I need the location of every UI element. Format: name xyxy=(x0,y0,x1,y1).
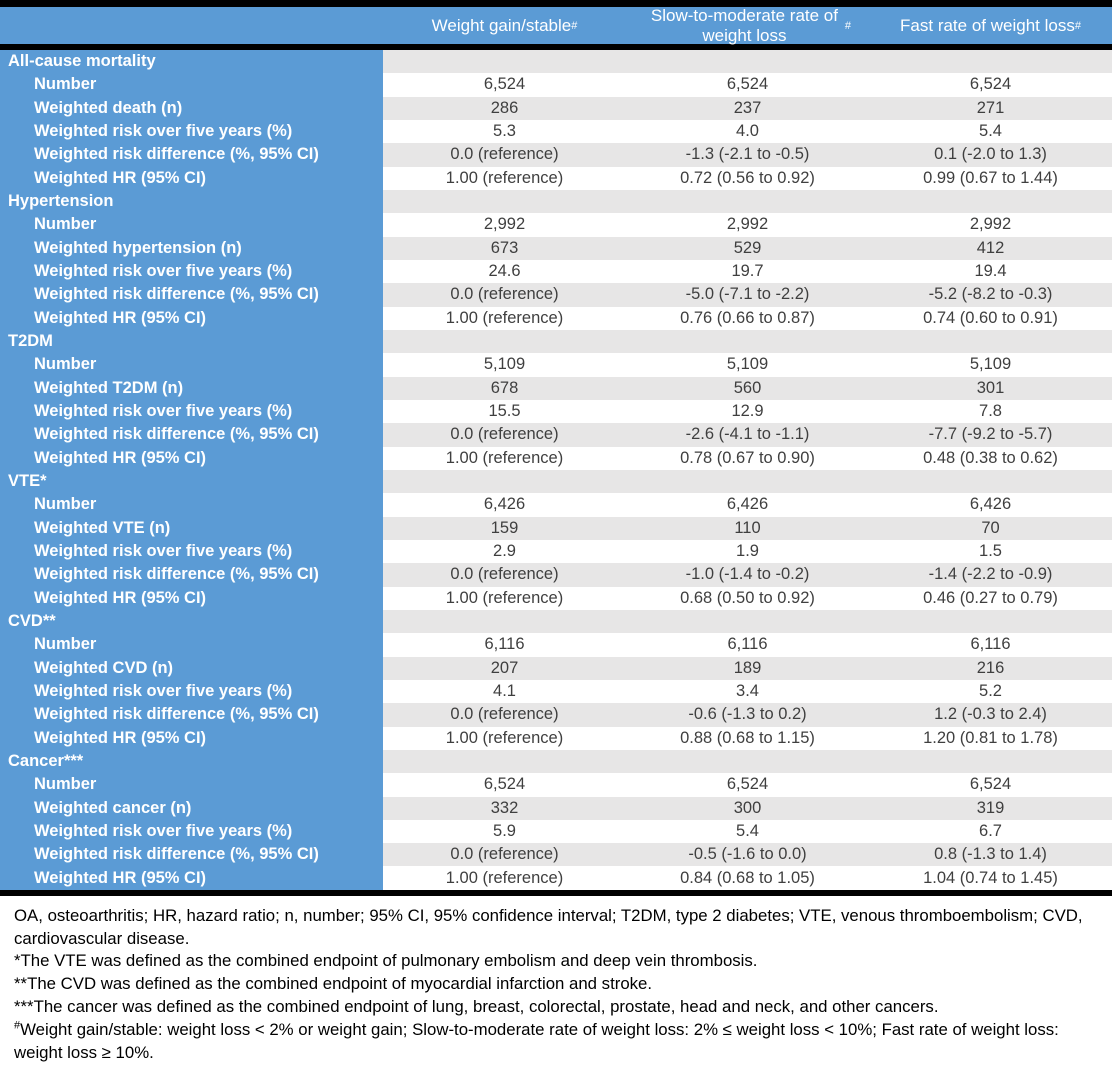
data-row xyxy=(0,563,1112,586)
cell-value: 529 xyxy=(733,238,762,257)
row-values-area xyxy=(383,400,1112,423)
data-row xyxy=(0,377,1112,400)
footnote-text: The cancer was defined as the combined endpoint of lung, breast, colorectal, prostate, head and neck, and other cancers. xyxy=(33,997,939,1016)
cell-value: 2.9 xyxy=(493,542,516,561)
cell-value: 19.7 xyxy=(731,262,764,281)
section-title: Hypertension xyxy=(0,190,383,213)
row-values-area xyxy=(383,377,1112,400)
cell-value: 1.20 (0.81 to 1.78) xyxy=(923,728,1058,747)
empty-cell xyxy=(383,50,626,73)
cell-value: 0.0 (reference) xyxy=(450,705,559,724)
row-label: Weighted risk difference (%, 95% CI) xyxy=(0,423,383,446)
cell-value: 0.0 (reference) xyxy=(450,145,559,164)
empty-cell xyxy=(626,610,869,633)
row-label: Weighted risk over five years (%) xyxy=(0,120,383,143)
cell-value: 5,109 xyxy=(969,355,1012,374)
cell-value: 2,992 xyxy=(726,215,769,234)
row-label: Weighted hypertension (n) xyxy=(0,237,383,260)
cell-value: -1.4 (-2.2 to -0.9) xyxy=(928,565,1053,584)
row-label: Number xyxy=(0,353,383,376)
footnote-line xyxy=(14,996,1098,1019)
empty-cell xyxy=(626,750,869,773)
row-values-area xyxy=(383,657,1112,680)
cell-value: -7.7 (-9.2 to -5.7) xyxy=(928,425,1053,444)
cell-value: 0.0 (reference) xyxy=(450,285,559,304)
cell-value: 6,116 xyxy=(484,635,525,654)
empty-cell xyxy=(869,330,1112,353)
row-values-area xyxy=(383,797,1112,820)
empty-cell xyxy=(869,50,1112,73)
cell-value: 4.1 xyxy=(493,682,516,701)
footnote-marker: * xyxy=(14,951,21,971)
row-label: Weighted HR (95% CI) xyxy=(0,727,383,750)
data-row xyxy=(0,540,1112,563)
cell-value: 6,524 xyxy=(483,775,526,794)
empty-cell xyxy=(626,50,869,73)
column-header: Fast rate of weight loss # xyxy=(900,15,1081,35)
section-row xyxy=(0,50,1112,73)
cell-value: 673 xyxy=(490,238,519,257)
data-row xyxy=(0,97,1112,120)
table-header-row xyxy=(0,7,1112,50)
cell-value: 5.4 xyxy=(979,122,1002,141)
cell-value: 1.5 xyxy=(979,542,1002,561)
section-title: VTE* xyxy=(0,470,383,493)
row-values-area xyxy=(383,97,1112,120)
data-row xyxy=(0,773,1112,796)
row-values-area xyxy=(383,773,1112,796)
cell-value: 216 xyxy=(976,658,1005,677)
cell-value: 560 xyxy=(733,378,762,397)
section-values-area xyxy=(383,330,1112,353)
cell-value: 1.00 (reference) xyxy=(445,308,564,327)
footnote-line xyxy=(14,905,1098,951)
row-label: Number xyxy=(0,493,383,516)
cell-value: -5.2 (-8.2 to -0.3) xyxy=(928,285,1053,304)
row-label: Weighted HR (95% CI) xyxy=(0,447,383,470)
cell-value: 6,426 xyxy=(483,495,526,514)
cell-value: 2,992 xyxy=(483,215,526,234)
footnote-text: The CVD was defined as the combined endpoint of myocardial infarction and stroke. xyxy=(27,974,653,994)
data-row xyxy=(0,73,1112,96)
cell-value: 5.4 xyxy=(736,821,759,840)
cell-value: 0.0 (reference) xyxy=(450,425,559,444)
table-body xyxy=(0,50,1112,890)
data-row xyxy=(0,447,1112,470)
footnote-marker: # xyxy=(14,1019,21,1032)
cell-value: -0.6 (-1.3 to 0.2) xyxy=(688,705,807,724)
cell-value: 1.00 (reference) xyxy=(445,868,564,887)
cell-value: 332 xyxy=(490,798,519,817)
row-label: Number xyxy=(0,73,383,96)
empty-cell xyxy=(869,610,1112,633)
cell-value: 5,109 xyxy=(726,355,769,374)
row-label: Weighted risk over five years (%) xyxy=(0,400,383,423)
empty-cell xyxy=(869,470,1112,493)
column-header: Slow-to-moderate rate of weight loss # xyxy=(626,7,869,44)
cell-value: -2.6 (-4.1 to -1.1) xyxy=(685,425,810,444)
row-label: Number xyxy=(0,773,383,796)
footnote-marker: *** xyxy=(14,997,34,1016)
cell-value: 1.00 (reference) xyxy=(445,728,564,747)
cell-value: 2,992 xyxy=(969,215,1012,234)
cell-value: 0.48 (0.38 to 0.62) xyxy=(923,448,1058,467)
row-label: Weighted risk over five years (%) xyxy=(0,540,383,563)
empty-cell xyxy=(626,190,869,213)
section-values-area xyxy=(383,50,1112,73)
row-label: Weighted risk over five years (%) xyxy=(0,820,383,843)
cell-value: 5,109 xyxy=(483,355,526,374)
cell-value: 6,524 xyxy=(969,775,1012,794)
cell-value: 7.8 xyxy=(979,402,1002,421)
data-row xyxy=(0,866,1112,889)
data-row xyxy=(0,843,1112,866)
row-label: Weighted risk difference (%, 95% CI) xyxy=(0,283,383,306)
section-title: T2DM xyxy=(0,330,383,353)
cell-value: 6,524 xyxy=(969,75,1012,94)
row-values-area xyxy=(383,493,1112,516)
row-label: Weighted HR (95% CI) xyxy=(0,307,383,330)
footnote-line xyxy=(14,973,1098,996)
empty-cell xyxy=(383,470,626,493)
section-values-area xyxy=(383,750,1112,773)
cell-value: 6,426 xyxy=(969,495,1012,514)
section-row xyxy=(0,470,1112,493)
cell-value: -0.5 (-1.6 to 0.0) xyxy=(688,845,807,864)
cell-value: 24.6 xyxy=(488,262,521,281)
footnote-text: The VTE was defined as the combined endpoint of pulmonary embolism and deep vein thrombosis. xyxy=(20,951,758,971)
row-label: Weighted VTE (n) xyxy=(0,517,383,540)
cell-value: 301 xyxy=(976,378,1005,397)
cell-value: 6,116 xyxy=(727,635,768,654)
section-title: All-cause mortality xyxy=(0,50,383,73)
row-values-area xyxy=(383,680,1112,703)
cell-value: 1.04 (0.74 to 1.45) xyxy=(923,868,1058,887)
cell-value: 0.84 (0.68 to 1.05) xyxy=(680,868,815,887)
cell-value: -1.3 (-2.1 to -0.5) xyxy=(685,145,810,164)
cell-value: 1.00 (reference) xyxy=(445,168,564,187)
row-values-area xyxy=(383,517,1112,540)
row-label: Weighted risk difference (%, 95% CI) xyxy=(0,703,383,726)
data-row xyxy=(0,633,1112,656)
row-label: Number xyxy=(0,633,383,656)
row-label: Weighted HR (95% CI) xyxy=(0,866,383,889)
row-label: Weighted death (n) xyxy=(0,97,383,120)
cell-value: 189 xyxy=(733,658,762,677)
data-row xyxy=(0,587,1112,610)
data-row xyxy=(0,657,1112,680)
column-header-label: Weight gain/stable xyxy=(431,15,572,35)
data-row xyxy=(0,727,1112,750)
data-row xyxy=(0,167,1112,190)
cell-value: 19.4 xyxy=(974,262,1007,281)
cell-value: 0.76 (0.66 to 0.87) xyxy=(680,308,815,327)
column-header-label: Fast rate of weight loss xyxy=(900,15,1075,35)
cell-value: 0.78 (0.67 to 0.90) xyxy=(680,448,815,467)
cell-value: 678 xyxy=(490,378,519,397)
cell-value: 1.9 xyxy=(736,542,759,561)
cell-value: 15.5 xyxy=(488,402,521,421)
row-values-area xyxy=(383,120,1112,143)
row-values-area xyxy=(383,447,1112,470)
section-row xyxy=(0,330,1112,353)
data-row xyxy=(0,423,1112,446)
row-values-area xyxy=(383,213,1112,236)
cell-value: 207 xyxy=(490,658,519,677)
cell-value: 300 xyxy=(733,798,762,817)
section-values-area xyxy=(383,470,1112,493)
footnote-line xyxy=(14,950,1098,973)
row-values-area xyxy=(383,866,1112,889)
cell-value: 286 xyxy=(490,98,519,117)
footnote-text: Weight gain/stable: weight loss < 2% or weight gain; Slow-to-moderate rate of weight loss: 2% ≤ weight loss < 10%; Fast rate of weight loss: weight loss ≥ 10%. xyxy=(14,1019,1059,1062)
cell-value: 0.0 (reference) xyxy=(450,845,559,864)
cell-value: 0.88 (0.68 to 1.15) xyxy=(680,728,815,747)
empty-cell xyxy=(383,750,626,773)
cell-value: 5.3 xyxy=(493,122,516,141)
table-top-border xyxy=(0,0,1112,7)
empty-cell xyxy=(383,330,626,353)
cell-value: 12.9 xyxy=(731,402,764,421)
empty-cell xyxy=(626,470,869,493)
section-row xyxy=(0,190,1112,213)
section-title: CVD** xyxy=(0,610,383,633)
section-row xyxy=(0,610,1112,633)
row-values-area xyxy=(383,563,1112,586)
data-row xyxy=(0,143,1112,166)
empty-cell xyxy=(869,190,1112,213)
row-values-area xyxy=(383,423,1112,446)
header-corner-cell xyxy=(0,7,383,44)
cell-value: 1.00 (reference) xyxy=(445,448,564,467)
empty-cell xyxy=(383,190,626,213)
cell-value: 0.72 (0.56 to 0.92) xyxy=(680,168,815,187)
row-label: Weighted HR (95% CI) xyxy=(0,587,383,610)
data-row xyxy=(0,353,1112,376)
cell-value: 271 xyxy=(976,98,1005,117)
row-values-area xyxy=(383,703,1112,726)
data-row xyxy=(0,400,1112,423)
data-row xyxy=(0,120,1112,143)
section-values-area xyxy=(383,610,1112,633)
cell-value: 319 xyxy=(976,798,1005,817)
cell-value: 6,524 xyxy=(726,775,769,794)
cell-value: 1.00 (reference) xyxy=(445,588,564,607)
data-row xyxy=(0,213,1112,236)
cell-value: 4.0 xyxy=(736,122,759,141)
row-values-area xyxy=(383,587,1112,610)
footnotes xyxy=(0,896,1118,1065)
cell-value: 110 xyxy=(734,518,761,537)
row-values-area xyxy=(383,73,1112,96)
cell-value: 6,116 xyxy=(970,635,1011,654)
data-row xyxy=(0,797,1112,820)
data-row xyxy=(0,680,1112,703)
cell-value: 6,426 xyxy=(726,495,769,514)
cell-value: 5.9 xyxy=(493,821,516,840)
cell-value: -5.0 (-7.1 to -2.2) xyxy=(685,285,810,304)
empty-cell xyxy=(626,330,869,353)
row-values-area xyxy=(383,633,1112,656)
section-row xyxy=(0,750,1112,773)
row-label: Weighted CVD (n) xyxy=(0,657,383,680)
column-header: Weight gain/stable # xyxy=(431,15,578,35)
row-label: Weighted risk difference (%, 95% CI) xyxy=(0,843,383,866)
cell-value: -1.0 (-1.4 to -0.2) xyxy=(685,565,810,584)
cell-value: 159 xyxy=(490,518,519,537)
data-row xyxy=(0,260,1112,283)
row-values-area xyxy=(383,283,1112,306)
cell-value: 0.46 (0.27 to 0.79) xyxy=(923,588,1058,607)
row-values-area xyxy=(383,843,1112,866)
row-values-area xyxy=(383,307,1112,330)
column-header-label: Slow-to-moderate rate of weight loss xyxy=(650,6,838,45)
row-label: Weighted risk over five years (%) xyxy=(0,680,383,703)
data-row xyxy=(0,820,1112,843)
data-row xyxy=(0,493,1112,516)
footnote-text: OA, osteoarthritis; HR, hazard ratio; n, number; 95% CI, 95% confidence interval; T2DM, type 2 diabetes; VTE, venous thromboembolism; CVD, cardiovascular disease. xyxy=(14,905,1083,948)
cell-value: 3.4 xyxy=(736,682,759,701)
footnote-marker: ** xyxy=(14,974,28,994)
row-values-area xyxy=(383,143,1112,166)
empty-cell xyxy=(869,750,1112,773)
cell-value: 0.99 (0.67 to 1.44) xyxy=(923,168,1058,187)
row-label: Weighted cancer (n) xyxy=(0,797,383,820)
row-values-area xyxy=(383,167,1112,190)
section-values-area xyxy=(383,190,1112,213)
row-label: Weighted risk difference (%, 95% CI) xyxy=(0,143,383,166)
cell-value: 6,524 xyxy=(483,75,526,94)
cell-value: 0.68 (0.50 to 0.92) xyxy=(680,588,815,607)
data-row xyxy=(0,517,1112,540)
cell-value: 412 xyxy=(976,238,1005,257)
data-row xyxy=(0,237,1112,260)
cell-value: 0.0 (reference) xyxy=(450,565,559,584)
row-values-area xyxy=(383,237,1112,260)
footnote-line xyxy=(14,1019,1098,1065)
row-values-area xyxy=(383,353,1112,376)
cell-value: 0.1 (-2.0 to 1.3) xyxy=(934,145,1047,164)
row-values-area xyxy=(383,540,1112,563)
cell-value: 70 xyxy=(981,518,1000,537)
row-label: Number xyxy=(0,213,383,236)
cell-value: 1.2 (-0.3 to 2.4) xyxy=(934,705,1047,724)
row-values-area xyxy=(383,260,1112,283)
empty-cell xyxy=(383,610,626,633)
row-label: Weighted risk over five years (%) xyxy=(0,260,383,283)
row-label: Weighted T2DM (n) xyxy=(0,377,383,400)
cell-value: 5.2 xyxy=(979,682,1002,701)
cell-value: 6,524 xyxy=(726,75,769,94)
row-label: Weighted HR (95% CI) xyxy=(0,167,383,190)
row-values-area xyxy=(383,727,1112,750)
section-title: Cancer*** xyxy=(0,750,383,773)
row-label: Weighted risk difference (%, 95% CI) xyxy=(0,563,383,586)
data-row xyxy=(0,703,1112,726)
cell-value: 237 xyxy=(733,98,762,117)
row-values-area xyxy=(383,820,1112,843)
data-row xyxy=(0,283,1112,306)
data-row xyxy=(0,307,1112,330)
cell-value: 6.7 xyxy=(979,821,1002,840)
cell-value: 0.8 (-1.3 to 1.4) xyxy=(934,845,1047,864)
cell-value: 0.74 (0.60 to 0.91) xyxy=(923,308,1058,327)
